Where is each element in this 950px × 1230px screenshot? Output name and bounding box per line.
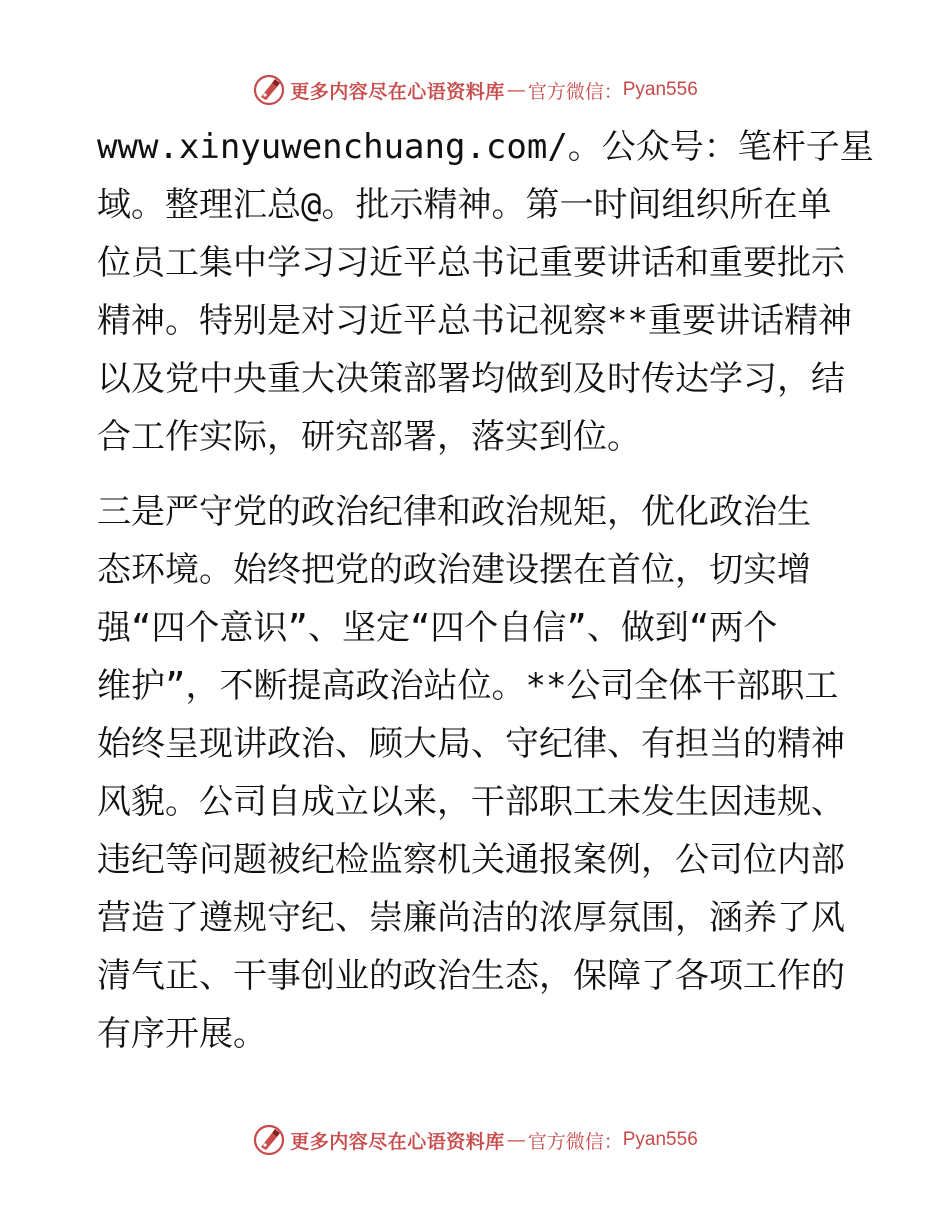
watermark-dash: — <box>506 1129 526 1151</box>
text-line: 始终呈现讲政治、顾大局、守纪律、有担当的精神 <box>97 724 845 764</box>
text-line: 违纪等问题被纪检监察机关通报案例，公司位内部 <box>97 840 845 880</box>
text-line: 营造了遵规守纪、崇廉尚洁的浓厚氛围，涵养了风 <box>97 898 845 938</box>
paragraph-2 <box>97 483 857 1063</box>
text-line: 以及党中央重大决策部署均做到及时传达学习，结 <box>97 359 845 399</box>
text-line: 强“四个意识”、坚定“四个自信”、做到“两个 <box>97 608 778 648</box>
watermark-wechat-id: Pyan556 <box>622 1129 698 1150</box>
watermark-wechat-label: 官方微信： <box>527 1130 623 1153</box>
text-line: 维护”，不断提高政治站位。**公司全体干部职工 <box>97 666 839 706</box>
text-line: 三是严守党的政治纪律和政治规矩，优化政治生 <box>97 492 811 532</box>
watermark-main-text: 更多内容尽在心语资料库 <box>290 80 505 103</box>
text-line: 清气正、干事创业的政治生态，保障了各项工作的 <box>97 956 845 996</box>
pen-nib-circle-logo-icon <box>252 1123 286 1157</box>
watermark-wechat-id: Pyan556 <box>622 79 698 100</box>
watermark-main-text: 更多内容尽在心语资料库 <box>290 1130 505 1153</box>
paragraph-1 <box>97 118 874 466</box>
pen-nib-circle-logo-icon <box>252 73 286 107</box>
text-line: 态环境。始终把党的政治建设摆在首位，切实增 <box>97 550 811 590</box>
header-watermark <box>0 73 950 107</box>
watermark-dash: — <box>506 79 526 101</box>
text-line: 有序开展。 <box>97 1014 267 1054</box>
text-line: www.xinyuwenchuang.com/。公众号：笔杆子星 <box>97 127 874 167</box>
text-line: 位员工集中学习习近平总书记重要讲话和重要批示 <box>97 243 845 283</box>
text-line: 合工作实际，研究部署，落实到位。 <box>97 417 641 457</box>
footer-watermark <box>0 1123 950 1157</box>
text-line: 域。整理汇总@。批示精神。第一时间组织所在单 <box>97 185 832 225</box>
watermark-wechat-label: 官方微信： <box>527 80 623 103</box>
text-line: 精神。特别是对习近平总书记视察**重要讲话精神 <box>97 301 852 341</box>
text-line: 风貌。公司自成立以来，干部职工未发生因违规、 <box>97 782 845 822</box>
